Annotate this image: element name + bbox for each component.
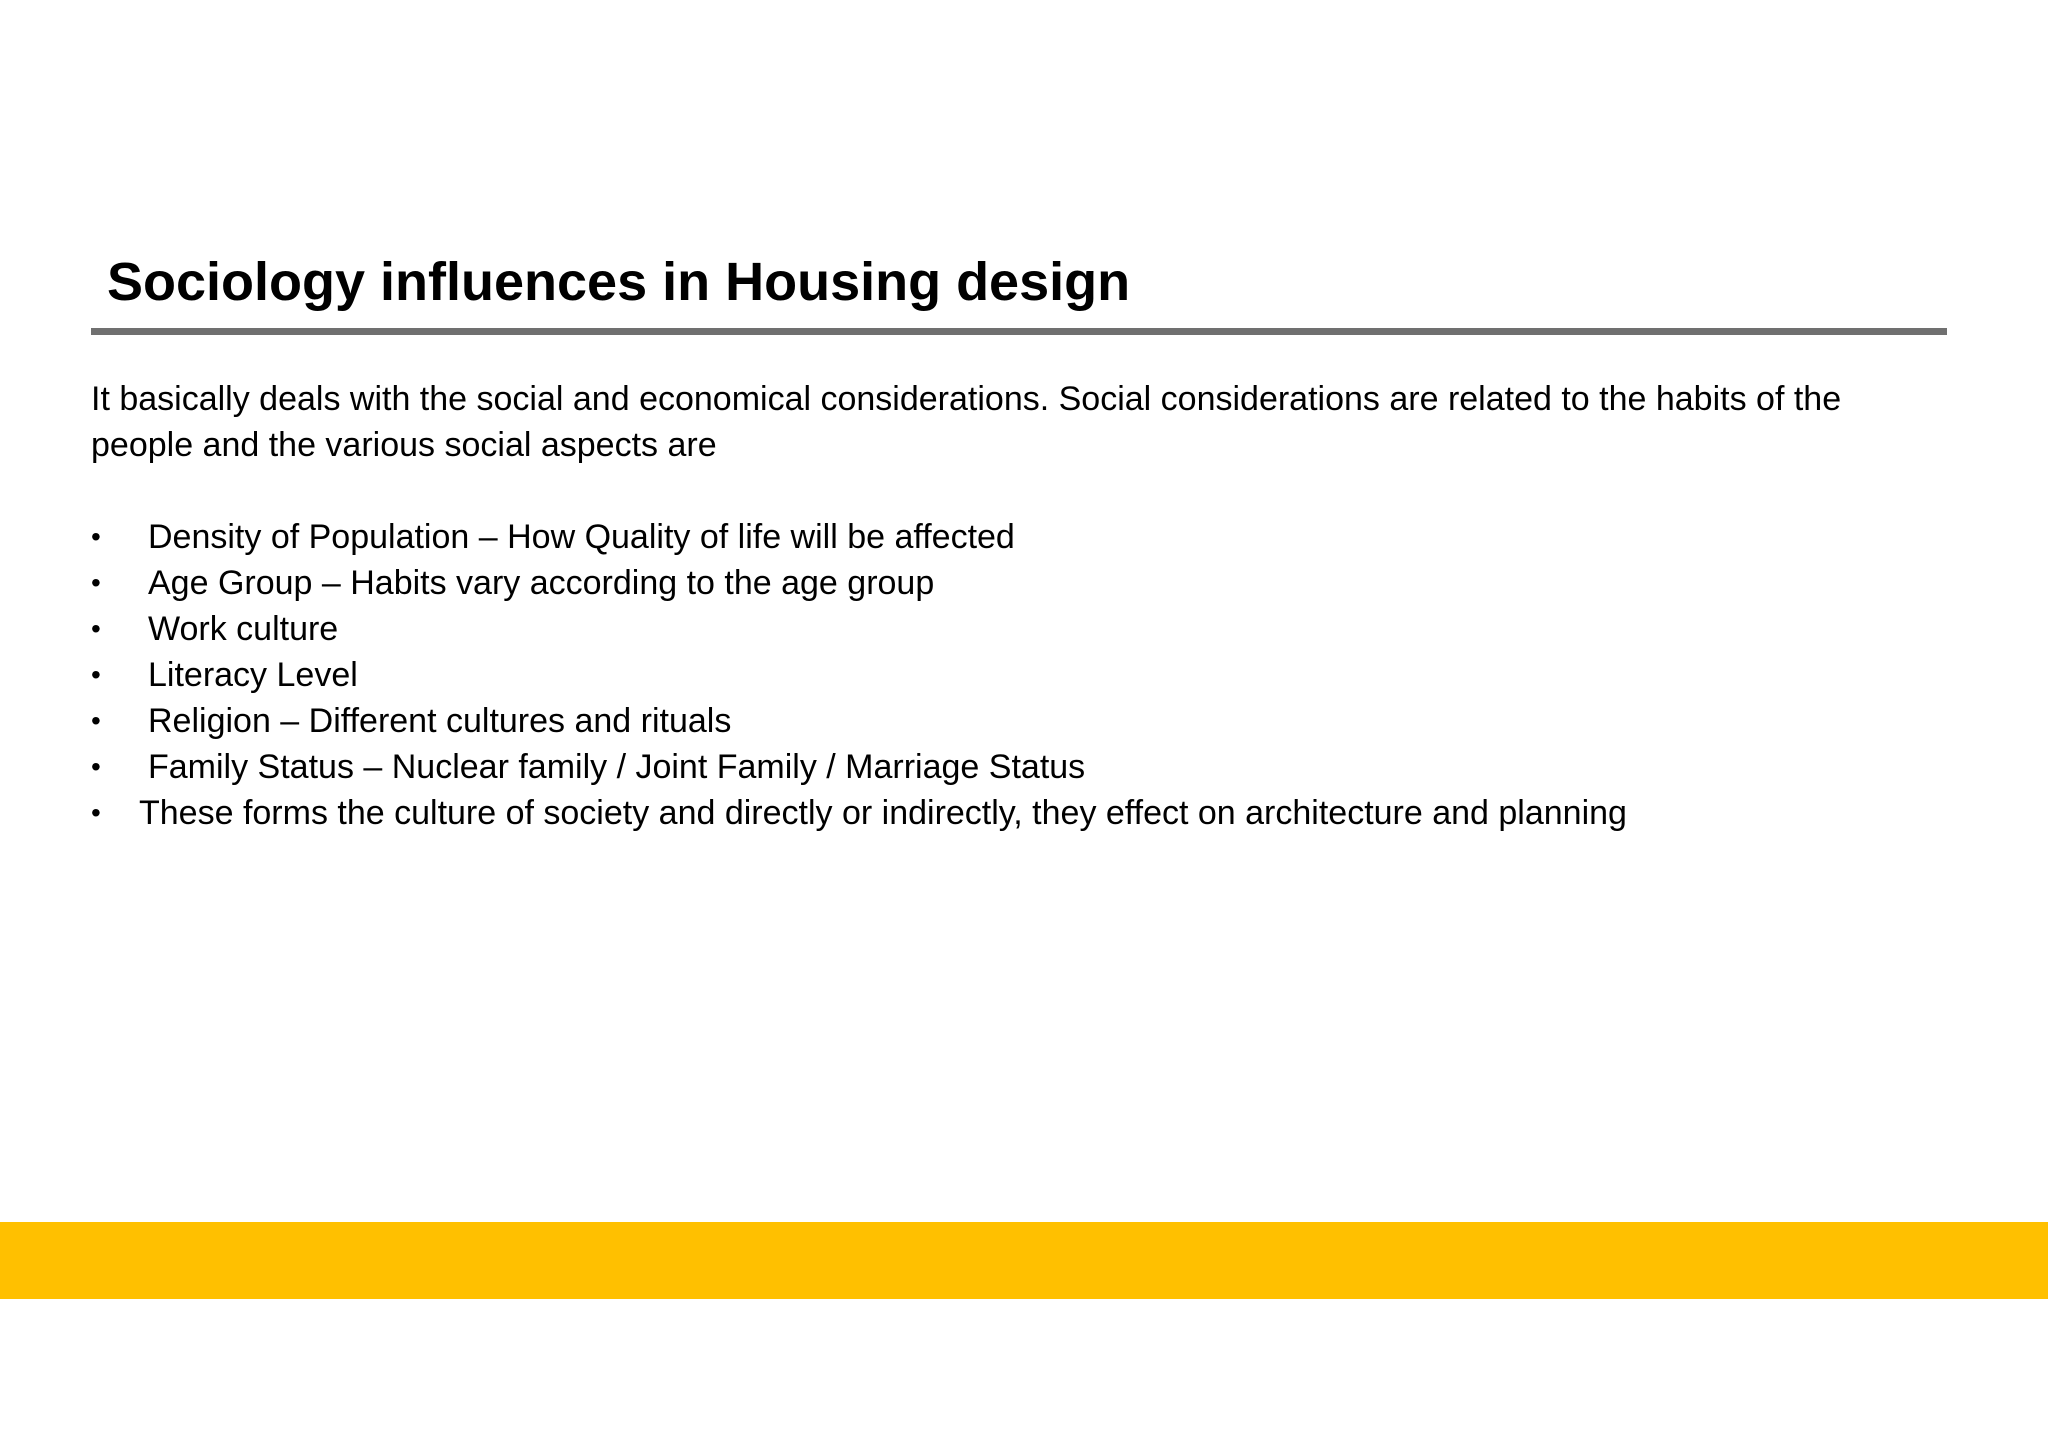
- list-item: [91, 790, 1627, 836]
- bullet-icon: •: [91, 659, 101, 690]
- slide-title: Sociology influences in Housing design: [107, 252, 1131, 312]
- bullet-icon: •: [91, 567, 101, 598]
- list-item: [91, 560, 1627, 606]
- bullet-text: Literacy Level: [148, 656, 358, 694]
- bullet-icon: •: [91, 521, 101, 552]
- bullet-text: Family Status – Nuclear family / Joint Family / Marriage Status: [148, 748, 1086, 786]
- bullet-list: [91, 514, 1627, 836]
- bullet-text: Age Group – Habits vary according to the age group: [148, 564, 935, 602]
- bullet-icon: •: [91, 705, 101, 736]
- list-item: [91, 698, 1627, 744]
- title-divider: [91, 328, 1947, 335]
- bullet-text: Religion – Different cultures and rituals: [148, 702, 732, 740]
- list-item: [91, 606, 1627, 652]
- list-item: [91, 652, 1627, 698]
- bullet-text: Density of Population – How Quality of life will be affected: [148, 518, 1015, 556]
- list-item: [91, 514, 1627, 560]
- bullet-icon: •: [91, 613, 101, 644]
- bullet-text: These forms the culture of society and directly or indirectly, they effect on architecture and planning: [139, 794, 1627, 832]
- footer-band: [0, 1222, 2048, 1299]
- intro-paragraph: It basically deals with the social and economical considerations. Social considerations are related to the habits of the people and the various social aspects are: [91, 380, 1842, 464]
- list-item: [91, 744, 1627, 790]
- bullet-icon: •: [91, 751, 101, 782]
- bullet-text: Work culture: [148, 610, 339, 648]
- bullet-icon: •: [91, 797, 101, 828]
